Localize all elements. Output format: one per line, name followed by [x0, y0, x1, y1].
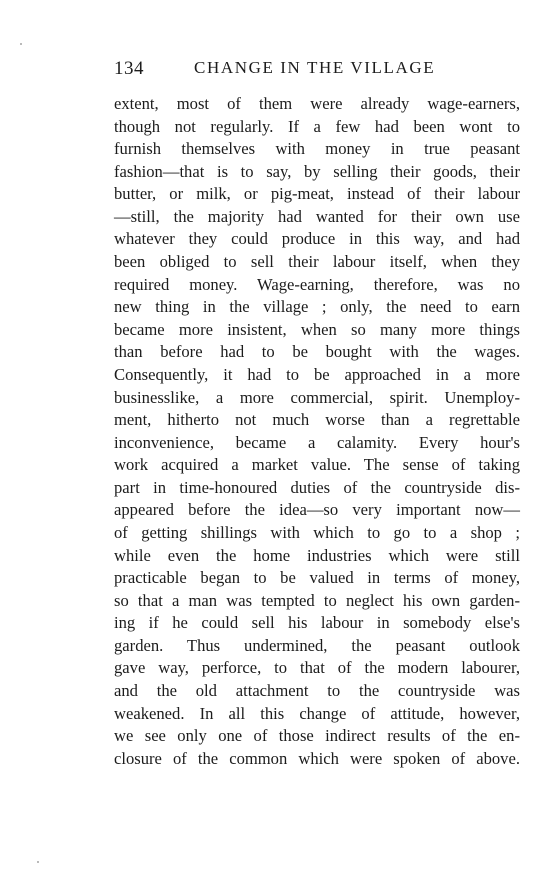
- text-line: Consequently, it had to be approached in a more: [114, 364, 520, 384]
- text-line: ing if he could sell his labour in somebody else's: [114, 613, 520, 633]
- text-line: closure of the common which were spoken of above.: [114, 748, 520, 768]
- text-line: work acquired a market value. The sense of taking: [114, 455, 520, 475]
- text-line: ment, hitherto not much worse than a regrettable: [114, 410, 520, 430]
- text-line: —still, the majority had wanted for their own use: [114, 206, 520, 226]
- text-line: extent, most of them were already wage-earners,: [114, 94, 520, 113]
- text-line: we see only one of those indirect results of the en-: [114, 726, 520, 746]
- text-line: whatever they could produce in this way, and had: [114, 229, 520, 249]
- text-line: garden. Thus undermined, the peasant outlook: [114, 635, 520, 655]
- text-line: gave way, perforce, to that of the modern labourer,: [114, 658, 520, 678]
- text-line: than before had to be bought with the wages.: [114, 342, 520, 362]
- text-line: required money. Wage-earning, therefore, was no: [114, 274, 520, 294]
- text-line: weakened. In all this change of attitude, however,: [114, 703, 520, 723]
- text-line: of getting shillings with which to go to a shop ;: [114, 522, 520, 542]
- body-text: [114, 93, 520, 770]
- text-line: though not regularly. If a few had been wont to: [114, 116, 520, 136]
- text-line: been obliged to sell their labour itself, when they: [114, 252, 520, 272]
- text-line: so that a man was tempted to neglect his own garden-: [114, 590, 520, 610]
- text-line: businesslike, a more commercial, spirit. Unemploy-: [114, 387, 520, 407]
- page-number: 134: [114, 58, 144, 79]
- running-head: [114, 58, 524, 84]
- text-line: while even the home industries which were still: [114, 545, 520, 565]
- text-line: new thing in the village ; only, the need to earn: [114, 297, 520, 317]
- running-title: CHANGE IN THE VILLAGE: [194, 58, 436, 77]
- text-line: furnish themselves with money in true peasant: [114, 139, 520, 159]
- paper-speck: [20, 43, 22, 45]
- text-line: butter, or milk, or pig-meat, instead of their labour: [114, 184, 520, 204]
- text-line: became more insistent, when so many more things: [114, 319, 520, 339]
- paper-speck: [37, 861, 39, 863]
- text-line: inconvenience, became a calamity. Every hour's: [114, 432, 520, 452]
- text-line: part in time-honoured duties of the countryside dis-: [114, 477, 520, 497]
- text-line: fashion—that is to say, by selling their goods, their: [114, 161, 520, 181]
- text-line: practicable began to be valued in terms of money,: [114, 568, 520, 588]
- text-line: appeared before the idea—so very important now—: [114, 500, 520, 520]
- text-line: and the old attachment to the countryside was: [114, 681, 520, 701]
